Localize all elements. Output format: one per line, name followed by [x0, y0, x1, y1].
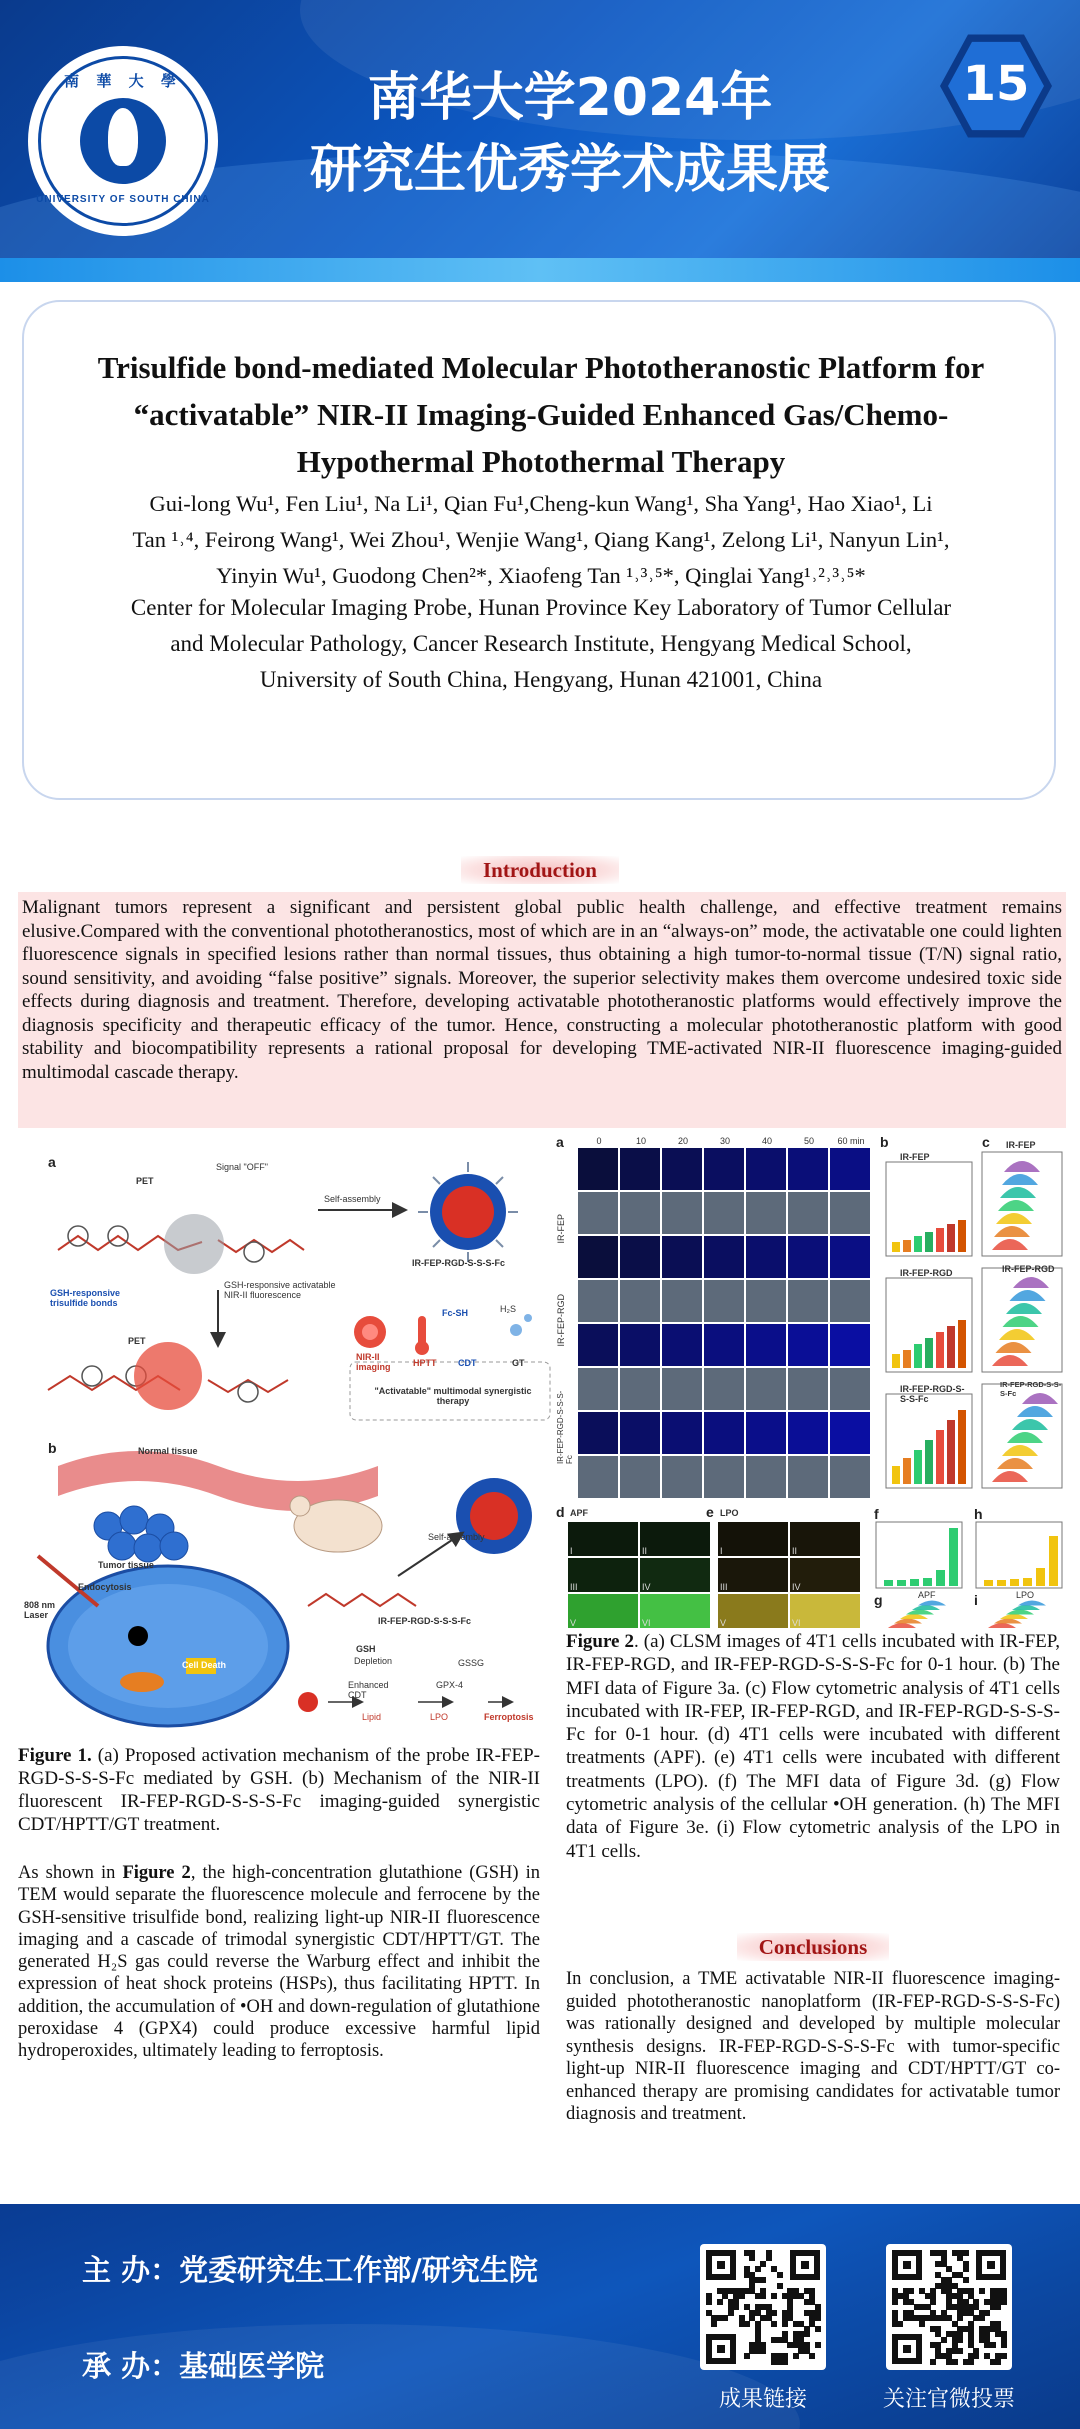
multimodal-therapy-label: "Activatable" multimodal synergistic therapy [374, 1386, 532, 1406]
qr-module [760, 2348, 766, 2354]
qr-module [782, 2321, 788, 2327]
clsm-image-tile [746, 1148, 786, 1190]
title-card [22, 300, 1056, 800]
qr-module [744, 2321, 750, 2327]
host-organization: 主 办：党委研究生工作部/研究生院 [82, 2253, 538, 2287]
treatment-roman-label: VI [792, 1618, 801, 1628]
header-strip [0, 258, 1080, 282]
qr-module [744, 2353, 750, 2359]
clsm-image-tile [746, 1456, 786, 1498]
treatment-roman-label: III [720, 1582, 728, 1592]
qr-module [804, 2331, 810, 2337]
mfi-bar [925, 1338, 933, 1368]
gsh-depletion-label: Depletion [354, 1656, 393, 1666]
clsm-image-tile [620, 1324, 660, 1366]
treatment-image-tile [718, 1522, 788, 1556]
lpo-label-e: LPO [720, 1508, 739, 1518]
flow-histogram-peak [1000, 1614, 1028, 1619]
qr-module [1001, 2353, 1007, 2359]
treatment-roman-label: II [792, 1546, 798, 1556]
qr-module [777, 2283, 783, 2289]
treatment-image-tile [568, 1558, 638, 1592]
qr-module [968, 2359, 974, 2365]
clsm-image-tile [788, 1192, 828, 1234]
header-banner [0, 0, 1080, 282]
qr-module [739, 2293, 745, 2299]
qr-module [897, 2321, 903, 2327]
clsm-image-tile [704, 1456, 744, 1498]
poster-number: 15 [962, 56, 1030, 112]
treatment-mfi-bar [949, 1528, 958, 1586]
treatment-roman-label: IV [792, 1582, 801, 1592]
apf-lpo-bar-charts [872, 1520, 1066, 1594]
mfi-bar [936, 1332, 944, 1368]
clsm-image-tile [704, 1412, 744, 1454]
clsm-image-tile [746, 1192, 786, 1234]
clsm-image-tile [620, 1280, 660, 1322]
figure1-caption-text: (a) Proposed activation mechanism of the probe IR-FEP-RGD-S-S-S-Fc mediated by GSH. (b) Mechanism of the NIR-II fluorescent IR-FEP-RGD-S-S-S-Fc imaging-guided synergistic CDT/HPTT/GT treatment. [18, 1745, 540, 1835]
flow-plot-title-2: IR-FEP-RGD [1002, 1264, 1055, 1274]
author-list [54, 486, 1028, 594]
figure2-panel-label-h: h [974, 1506, 983, 1522]
flow-histogram-peak [1006, 1610, 1034, 1615]
paper-title-line: Trisulfide bond-mediated Molecular Phototheranostic Platform for [97, 350, 985, 385]
qr-module [908, 2288, 914, 2294]
figure1-panel-label-a: a [48, 1154, 56, 1170]
qr-module [963, 2250, 969, 2256]
paper-title-line: “activatable” NIR-II Imaging-Guided Enhanced Gas/Chemo- [133, 397, 949, 432]
mfi-bar [925, 1440, 933, 1484]
mfi-bar [958, 1220, 966, 1252]
qr-module [809, 2353, 815, 2359]
time-label: 20 [677, 1136, 688, 1146]
treatment-image-tile [718, 1558, 788, 1592]
qr-module [760, 2261, 766, 2267]
enhanced-cdt-label: Enhanced CDT [348, 1680, 389, 1700]
footer-banner [0, 2204, 1080, 2429]
bar-chart-title-1: IR-FEP [900, 1152, 930, 1162]
qr-module [733, 2304, 739, 2310]
qr-module [979, 2315, 985, 2321]
logo-text: UNIVERSITY OF SOUTH CHINA [36, 194, 210, 205]
qr-finder-pattern [706, 2250, 736, 2280]
clsm-image-tile [788, 1236, 828, 1278]
mfi-bar [914, 1344, 922, 1368]
clsm-image-tile [662, 1368, 702, 1410]
flow-plot-title-1: IR-FEP [1006, 1140, 1036, 1150]
figure2-caption-text: . (a) CLSM images of 4T1 cells incubated with IR-FEP, IR-FEP-RGD, and IR-FEP-RGD-S-S-S-Fc for 0-1 hour. (b) The MFI data of Figure 3a. (c) Flow cytometric analysis of 4T1 cells incubated with IR-FEP, IR-FEP-RGD, and IR-FEP-RGD-S-S-S-Fc for 0-1 hour. (d) 4T1 cells were incubated with different treatments (APF). (e) 4T1 cells were incubated with different treatments (LPO). (f) The MFI data of Figure 3d. (g) Flow cytometric analysis of the cellular •OH generation. (h) The MFI data of Figure 3e. (i) Flow cytometric analysis of the LPO in 4T1 cells. [566, 1631, 1060, 1862]
mfi-bar [947, 1224, 955, 1252]
qr-label-vote: 关注官微投票 [882, 2387, 1015, 2412]
clsm-image-tile [578, 1368, 618, 1410]
self-assembly-label-2: Self-assembly [428, 1532, 485, 1542]
introduction-heading-text: Introduction [461, 856, 619, 884]
clsm-image-tile [788, 1280, 828, 1322]
mfi-bar [903, 1350, 911, 1368]
clsm-image-tile [662, 1236, 702, 1278]
treatment-mfi-bar [910, 1579, 919, 1586]
clsm-image-tile [746, 1236, 786, 1278]
treatment-roman-label: III [570, 1582, 578, 1592]
qr-module [892, 2299, 898, 2305]
cdt-label: CDT [458, 1358, 477, 1368]
qr-module [941, 2337, 947, 2343]
clsm-image-tile [830, 1324, 870, 1366]
qr-module [771, 2310, 777, 2316]
logo-cn-text: 南 華 大 學 [64, 72, 182, 90]
treatment-image-tile [568, 1522, 638, 1556]
clsm-image-tile [662, 1412, 702, 1454]
qr-module [930, 2359, 936, 2365]
clsm-image-tile [704, 1368, 744, 1410]
qr-module [782, 2359, 788, 2365]
flow-histogram-peak [888, 1623, 916, 1628]
figure2-panel-label-f: f [874, 1506, 879, 1522]
results-text-start: As shown in [18, 1863, 123, 1883]
clsm-image-tile [788, 1324, 828, 1366]
treatment-mfi-bar [884, 1580, 893, 1586]
qr-module [952, 2359, 958, 2365]
h2s-label: H₂S [500, 1304, 516, 1314]
time-label: 40 [761, 1136, 772, 1146]
qr-module [815, 2326, 821, 2332]
clsm-image-tile [662, 1280, 702, 1322]
figure2-reference: Figure 2 [122, 1863, 191, 1883]
row-label-ir-fep: IR-FEP [556, 1214, 566, 1244]
paper-title [64, 344, 1018, 485]
treatment-image-tile [718, 1594, 788, 1628]
flow-histogram-peak [912, 1605, 940, 1610]
clsm-image-tile [662, 1324, 702, 1366]
affiliation-line: University of South China, Hengyang, Hunan 421001, China [259, 667, 823, 692]
qr-module [995, 2359, 1001, 2365]
laser-label: 808 nm Laser [24, 1600, 56, 1620]
results-text-rest: , the high-concentration glutathione (GSH) in TEM would separate the fluorescence molecule and ferrocene by the GSH-sensitive trisulfide bond, realizing light-up NIR-II fluorescence imaging and a cascade of trimodal synergistic CDT/HPTT/GT. The generated H₂S gas could reverse the Warburg effect and inhibit the expression of heat shock proteins (HSPs), thus facilitating HPTT. In addition, the accumulation of •OH and down-regulation of glutathione peroxidase 4 (GPX4) could produce excessive harmful lipid hydroperoxides, ultimately leading to ferroptosis. [18, 1863, 540, 2062]
treatment-image-tile [790, 1522, 860, 1556]
qr-module [766, 2255, 772, 2261]
treatment-mfi-bar [897, 1580, 906, 1586]
clsm-image-tile [662, 1456, 702, 1498]
figure2-caption-label: Figure 2 [566, 1631, 634, 1652]
qr-module [979, 2288, 985, 2294]
treatment-roman-label: IV [642, 1582, 651, 1592]
mfi-bar [936, 1430, 944, 1484]
mfi-bar [925, 1232, 933, 1252]
self-assembly-label: Self-assembly [324, 1194, 381, 1204]
time-label: 50 [803, 1136, 814, 1146]
qr-module [717, 2299, 723, 2305]
bar-chart-title-3: IR-FEP-RGD-S-S-S-Fc [900, 1384, 965, 1404]
figure2-panel-label-g: g [874, 1592, 883, 1608]
clsm-image-tile [620, 1456, 660, 1498]
flow-histogram-peak [994, 1619, 1022, 1624]
flow-histogram-peak [1018, 1601, 1046, 1606]
clsm-image-tile [578, 1324, 618, 1366]
hptt-label: HPTT [413, 1358, 437, 1368]
qr-module [919, 2321, 925, 2327]
clsm-image-tile [830, 1412, 870, 1454]
treatment-roman-label: VI [642, 1618, 651, 1628]
treatment-mfi-bar [1010, 1579, 1019, 1586]
time-label: 10 [635, 1136, 646, 1146]
lipid-label: Lipid [362, 1712, 382, 1722]
qr-module [771, 2321, 777, 2327]
flow-histogram-peak [894, 1619, 922, 1624]
flow-histogram-peak [906, 1610, 934, 1615]
mfi-bar [936, 1228, 944, 1252]
figure2 [556, 1134, 1066, 1628]
clsm-image-tile [746, 1368, 786, 1410]
author-line: Yinyin Wu¹, Guodong Chen²*, Xiaofeng Tan ¹˒³˒⁵*, Qinglai Yang¹˒²˒³˒⁵* [216, 563, 866, 588]
row-label-ir-fep-rgd: IR-FEP-RGD [556, 1294, 566, 1347]
exhibition-title-line2: 研究生优秀学术成果展 [309, 140, 830, 200]
clsm-image-tile [788, 1412, 828, 1454]
qr-module [995, 2304, 1001, 2310]
treatment-mfi-bar [1036, 1568, 1045, 1586]
qr-module [755, 2266, 761, 2272]
time-label: 0 [596, 1136, 602, 1146]
figure2-panel-label-c: c [982, 1134, 990, 1150]
conclusions-text: In conclusion, a TME activatable NIR-II fluorescence imaging-guided phototheranostic nanoplatform (IR-FEP-RGD-S-S-S-Fc) was rationally designed and developed by multiple molecular synthesis designs. IR-FEP-RGD-S-S-S-Fc with tumor-specific light-up NIR-II fluorescence imaging and CDT/HPTT/GT co-enhanced therapy are promising candidates for activatable tumor diagnosis and treatment. [566, 1969, 1060, 2124]
figure2-panel-label-d: d [556, 1504, 565, 1520]
clsm-image-tile [704, 1280, 744, 1322]
signal-off-label: Signal "OFF" [216, 1162, 268, 1172]
qr-module [973, 2353, 979, 2359]
qr-module [984, 2310, 990, 2316]
qr-module [1001, 2299, 1007, 2305]
clsm-image-tile [830, 1192, 870, 1234]
gpx4-label: GPX-4 [436, 1680, 464, 1690]
clsm-image-tile [620, 1192, 660, 1234]
ros-lpo-flow-plots [872, 1596, 1066, 1630]
treatment-image-tile [568, 1594, 638, 1628]
clsm-image-tile [578, 1280, 618, 1322]
mfi-bar [914, 1236, 922, 1252]
clsm-image-tile [704, 1148, 744, 1190]
figure2-panel-label-i: i [974, 1592, 978, 1608]
clsm-image-tile [788, 1456, 828, 1498]
qr-module [815, 2315, 821, 2321]
logo-flame-icon [108, 108, 138, 166]
normal-tissue-label: Normal tissue [138, 1446, 198, 1456]
gsh-responsive-bonds-label: GSH-responsive trisulfide bonds [50, 1288, 121, 1308]
treatment-roman-label: V [570, 1618, 577, 1628]
clsm-image-tile [704, 1236, 744, 1278]
qr-module [963, 2266, 969, 2272]
clsm-image-tile [830, 1148, 870, 1190]
qr-module [963, 2277, 969, 2283]
qr-module [957, 2348, 963, 2354]
qr-module [957, 2315, 963, 2321]
figure2-caption [566, 1630, 1060, 1863]
affiliation [54, 590, 1028, 698]
clsm-image-tile [620, 1236, 660, 1278]
clsm-image-tile [788, 1368, 828, 1410]
clsm-image-tile [662, 1148, 702, 1190]
clsm-image-tile [746, 1412, 786, 1454]
flow-cytometry-plots [980, 1148, 1066, 1502]
tumor-tissue-label: Tumor tissue [98, 1560, 154, 1570]
treatment-mfi-bar [1049, 1536, 1058, 1586]
gssg-label: GSSG [458, 1658, 485, 1668]
mfi-bar [892, 1242, 900, 1252]
nanoparticle-label: IR-FEP-RGD-S-S-S-Fc [412, 1258, 505, 1268]
treatment-mfi-bar [984, 1580, 993, 1586]
clsm-image-tile [788, 1148, 828, 1190]
treatment-roman-label: I [720, 1546, 723, 1556]
qr-module [728, 2310, 734, 2316]
mfi-bar-charts [880, 1148, 976, 1502]
figure2-panel-label-a: a [556, 1134, 564, 1150]
gt-label: GT [512, 1358, 525, 1368]
clsm-image-tile [620, 1412, 660, 1454]
gsh-activatable-label: GSH-responsive activatable NIR-II fluorescence [224, 1280, 336, 1300]
qr-module [793, 2353, 799, 2359]
flow-histogram-peak [918, 1601, 946, 1606]
treatment-mfi-bar [936, 1570, 945, 1586]
mfi-bar [892, 1354, 900, 1368]
qr-code-results-link[interactable] [700, 2244, 826, 2370]
qr-code-official-vote[interactable] [886, 2244, 1012, 2370]
pet-label: PET [136, 1176, 154, 1186]
clsm-image-tile [578, 1192, 618, 1234]
qr-finder-pattern [892, 2334, 922, 2364]
qr-finder-pattern [706, 2334, 736, 2364]
treatment-mfi-bar [997, 1580, 1006, 1586]
lpo-axis-label: LPO [1016, 1590, 1035, 1600]
qr-module [990, 2342, 996, 2348]
exhibition-title [280, 62, 860, 206]
lpo-label: LPO [430, 1712, 449, 1722]
treatment-image-tile [640, 1522, 710, 1556]
ferroptosis-label: Ferroptosis [484, 1712, 534, 1722]
time-label: 60 min [837, 1136, 865, 1146]
treatment-roman-label: II [642, 1546, 648, 1556]
pet-label-2: PET [128, 1336, 146, 1346]
introduction-heading [340, 858, 740, 883]
figure2-panel-label-e: e [706, 1504, 714, 1520]
mfi-bar [892, 1466, 900, 1484]
affiliation-line: Center for Molecular Imaging Probe, Hunan Province Key Laboratory of Tumor Cellular [130, 595, 952, 620]
university-logo [28, 46, 218, 236]
figure1-caption-label: Figure 1. [18, 1745, 92, 1766]
clsm-image-tile [578, 1456, 618, 1498]
figure1-caption [18, 1744, 540, 1836]
clsm-image-tile [704, 1192, 744, 1234]
author-line: Gui-long Wu¹, Fen Liu¹, Na Li¹, Qian Fu¹,Cheng-kun Wang¹, Sha Yang¹, Hao Xiao¹, Li [149, 491, 933, 516]
qr-module [711, 2321, 717, 2327]
apf-axis-label: APF [918, 1590, 936, 1600]
clsm-image-tile [578, 1412, 618, 1454]
conclusions-heading [616, 1935, 1010, 1960]
qr-module [1001, 2342, 1007, 2348]
treatment-roman-label: V [720, 1618, 727, 1628]
figure1 [18, 1140, 558, 1732]
qr-module [771, 2293, 777, 2299]
clsm-image-tile [662, 1192, 702, 1234]
flow-plot-title-3: IR-FEP-RGD-S-S-S-Fc [1000, 1380, 1062, 1398]
clsm-image-tile [830, 1368, 870, 1410]
qr-module [749, 2255, 755, 2261]
results-paragraph [18, 1862, 540, 2063]
clsm-image-tile [830, 1280, 870, 1322]
mfi-bar [958, 1320, 966, 1368]
mfi-bar [903, 1458, 911, 1484]
qr-finder-pattern [976, 2250, 1006, 2280]
clsm-image-tile [578, 1236, 618, 1278]
bar-chart-title-2: IR-FEP-RGD [900, 1268, 953, 1278]
qr-module [760, 2293, 766, 2299]
mfi-bar [958, 1410, 966, 1484]
clsm-image-tile [620, 1148, 660, 1190]
flow-histogram-peak [900, 1614, 928, 1619]
qr-label-results: 成果链接 [718, 2387, 807, 2412]
clsm-image-tile [578, 1148, 618, 1190]
apf-label: APF [570, 1508, 588, 1518]
exhibition-title-line1: 南华大学2024年 [367, 68, 773, 128]
clsm-image-tile [830, 1236, 870, 1278]
mfi-bar [903, 1240, 911, 1252]
figure2-panel-label-b: b [880, 1134, 889, 1150]
conclusions-heading-text: Conclusions [737, 1933, 890, 1961]
poster-number-badge [940, 30, 1052, 142]
endocytosis-label: Endocytosis [78, 1582, 132, 1592]
qr-finder-pattern [790, 2250, 820, 2280]
qr-finder-pattern [892, 2250, 922, 2280]
gsh-label: GSH [356, 1644, 376, 1654]
nanoparticle-label-2: IR-FEP-RGD-S-S-S-Fc [378, 1616, 471, 1626]
clsm-image-tile [746, 1280, 786, 1322]
affiliation-line: and Molecular Pathology, Cancer Research Institute, Hengyang Medical School, [170, 631, 912, 656]
flow-histogram-peak [988, 1623, 1016, 1628]
qr-module [722, 2315, 728, 2321]
author-line: Tan ¹˒⁴, Feirong Wang¹, Wei Zhou¹, Wenjie Wang¹, Qiang Kang¹, Zelong Li¹, Nanyun Lin¹, [132, 527, 950, 552]
clsm-image-tile [704, 1324, 744, 1366]
flow-histogram-peak [1012, 1605, 1040, 1610]
qr-module [815, 2342, 821, 2348]
treatment-mfi-bar [1023, 1578, 1032, 1586]
fc-sh-label: Fc-SH [442, 1308, 469, 1318]
row-label-ir-fep-rgd-sssfc: IR-FEP-RGD-S-S-S-Fc [556, 1390, 574, 1464]
mfi-bar [947, 1326, 955, 1368]
nir-imaging-label: NIR-II imaging [356, 1352, 391, 1372]
qr-module [957, 2337, 963, 2343]
clsm-image-tile [620, 1368, 660, 1410]
qr-module [777, 2272, 783, 2278]
clsm-image-tile [830, 1456, 870, 1498]
treatment-mfi-bar [923, 1578, 932, 1586]
qr-module [930, 2299, 936, 2305]
qr-module [706, 2299, 712, 2305]
clsm-image-tile [746, 1324, 786, 1366]
introduction-text: Malignant tumors represent a significant and persistent global public health challenge, and effective treatment remains elusive.Compared with the conventional phototheranostics, most of which are in an “always-on” mode, the activatable one could lighten fluorescence signals in specified lesions rather than normal tissues, thus obtaining a high tumor-to-normal tissue (T/N) signal ratio, sound sensitivity, and avoiding “false positive” signals. Moreover, the superior selectivity makes them overcome undesired toxic side effects during diagnosis and treatment. Therefore, developing activatable phototheranostic platforms would effectively improve the diagnosis specificity and therapeutic efficacy of the tumor. Hence, constructing a molecular phototheranostic platform with good stability and biocompatibility represents a rational proposal for developing TME-activated NIR-II fluorescence imaging-guided multimodal cascade therapy. [18, 892, 1066, 1128]
paper-title-line: Hypothermal Photothermal Therapy [296, 444, 786, 479]
time-label: 30 [719, 1136, 730, 1146]
cell-death-label: Cell Death [182, 1660, 227, 1670]
figure1-panel-label-b: b [48, 1440, 57, 1456]
mfi-bar [914, 1450, 922, 1484]
qr-module [760, 2277, 766, 2283]
mfi-bar [947, 1420, 955, 1484]
treatment-roman-label: I [570, 1546, 573, 1556]
organizer: 承 办：基础医学院 [82, 2349, 325, 2383]
